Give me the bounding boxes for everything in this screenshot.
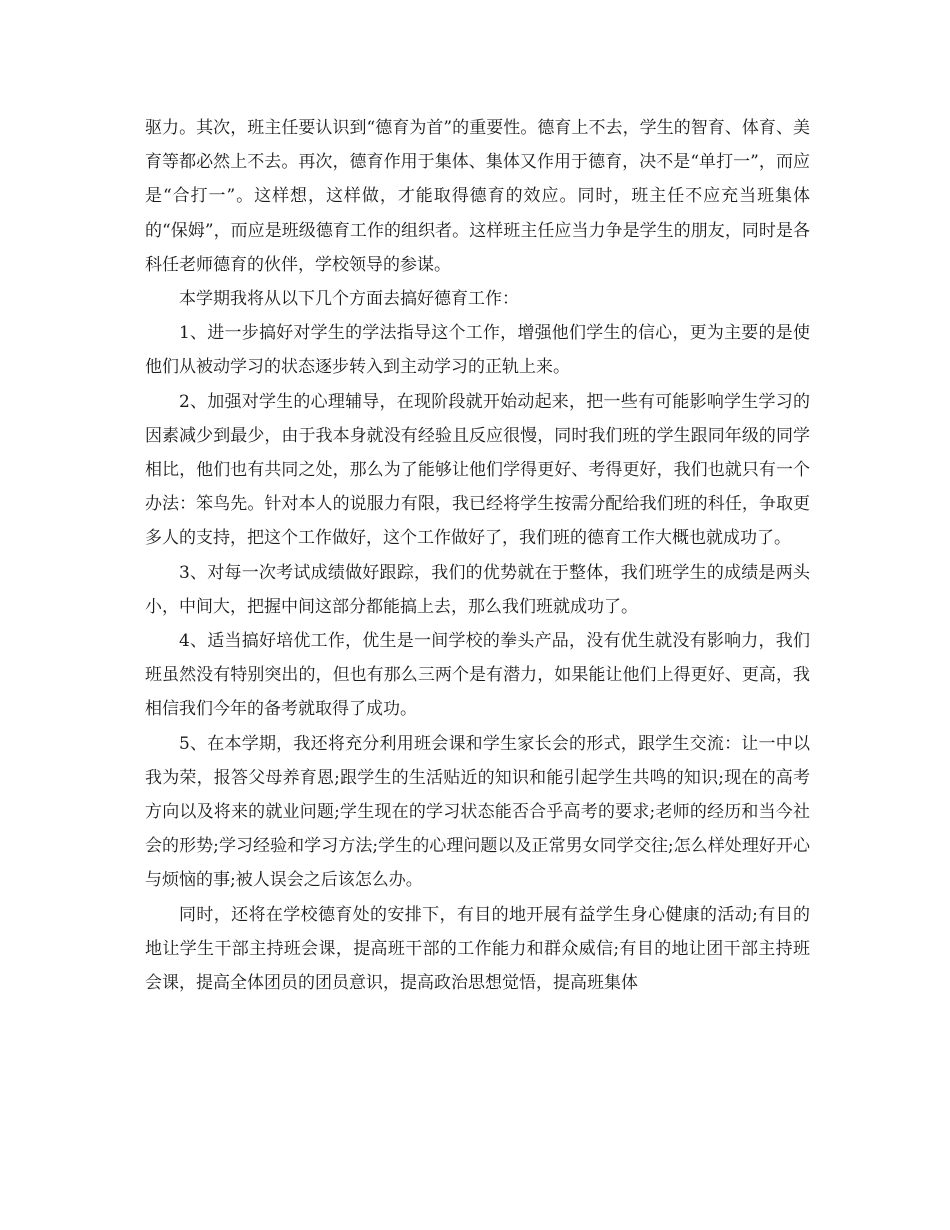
paragraph-item-5: 5、在本学期，我还将充分利用班会课和学生家长会的形式，跟学生交流：让一中以我为荣，报答父母养育恩;跟学生的生活贴近的知识和能引起学生共鸣的知识;现在的高考方向以及将来的就业问题;学生现在的学习状态能否合乎高考的要求;老师的经历和当今社会的形势;学习经验和学习方法;学生的心理问题以及正常男女同学交往;怎么样处理好开心与烦恼的事;被人误会之后该怎么办。 xyxy=(145,733,810,891)
paragraph-intro: 本学期我将从以下几个方面去搞好德育工作： xyxy=(179,289,519,310)
paragraph-closing: 同时，还将在学校德育处的安排下，有目的地开展有益学生身心健康的活动;有目的地让学生干部主持班会课，提高班干部的工作能力和群众威信;有目的地让团干部主持班会课，提高全体团员的团员意识，提高政治思想觉悟，提高班集体 xyxy=(145,904,810,994)
document-body xyxy=(145,111,810,1000)
paragraph-continuation: 驱力。其次，班主任要认识到“德育为首”的重要性。德育上不去，学生的智育、体育、美育等都必然上不去。再次，德育作用于集体、集体又作用于德育，决不是“单打一”，而应是“合打一”。这样想，这样做，才能取得德育的效应。同时，班主任不应充当班集体的“保姆”，而应是班级德育工作的组织者。这样班主任应当力争是学生的朋友，同时是各科任老师德育的伙伴，学校领导的参谋。 xyxy=(145,118,810,275)
paragraph-item-3: 3、对每一次考试成绩做好跟踪，我们的优势就在于整体，我们班学生的成绩是两头小，中间大，把握中间这部分都能搞上去，那么我们班就成功了。 xyxy=(145,562,810,617)
paragraph-item-2: 2、加强对学生的心理辅导，在现阶段就开始动起来，把一些有可能影响学生学习的因素减少到最少，由于我本身就没有经验且反应很慢，同时我们班的学生跟同年级的同学相比，他们也有共同之处，那么为了能够让他们学得更好、考得更好，我们也就只有一个办法：笨鸟先。针对本人的说服力有限，我已经将学生按需分配给我们班的科任，争取更多人的支持，把这个工作做好，这个工作做好了，我们班的德育工作大概也就成功了。 xyxy=(145,391,810,549)
paragraph-item-4: 4、适当搞好培优工作，优生是一间学校的拳头产品，没有优生就没有影响力，我们班虽然没有特别突出的，但也有那么三两个是有潜力，如果能让他们上得更好、更高，我相信我们今年的备考就取得了成功。 xyxy=(145,631,810,720)
paragraph-item-1: 1、进一步搞好对学生的学法指导这个工作，增强他们学生的信心，更为主要的是使他们从被动学习的状态逐步转入到主动学习的正轨上来。 xyxy=(145,323,810,378)
